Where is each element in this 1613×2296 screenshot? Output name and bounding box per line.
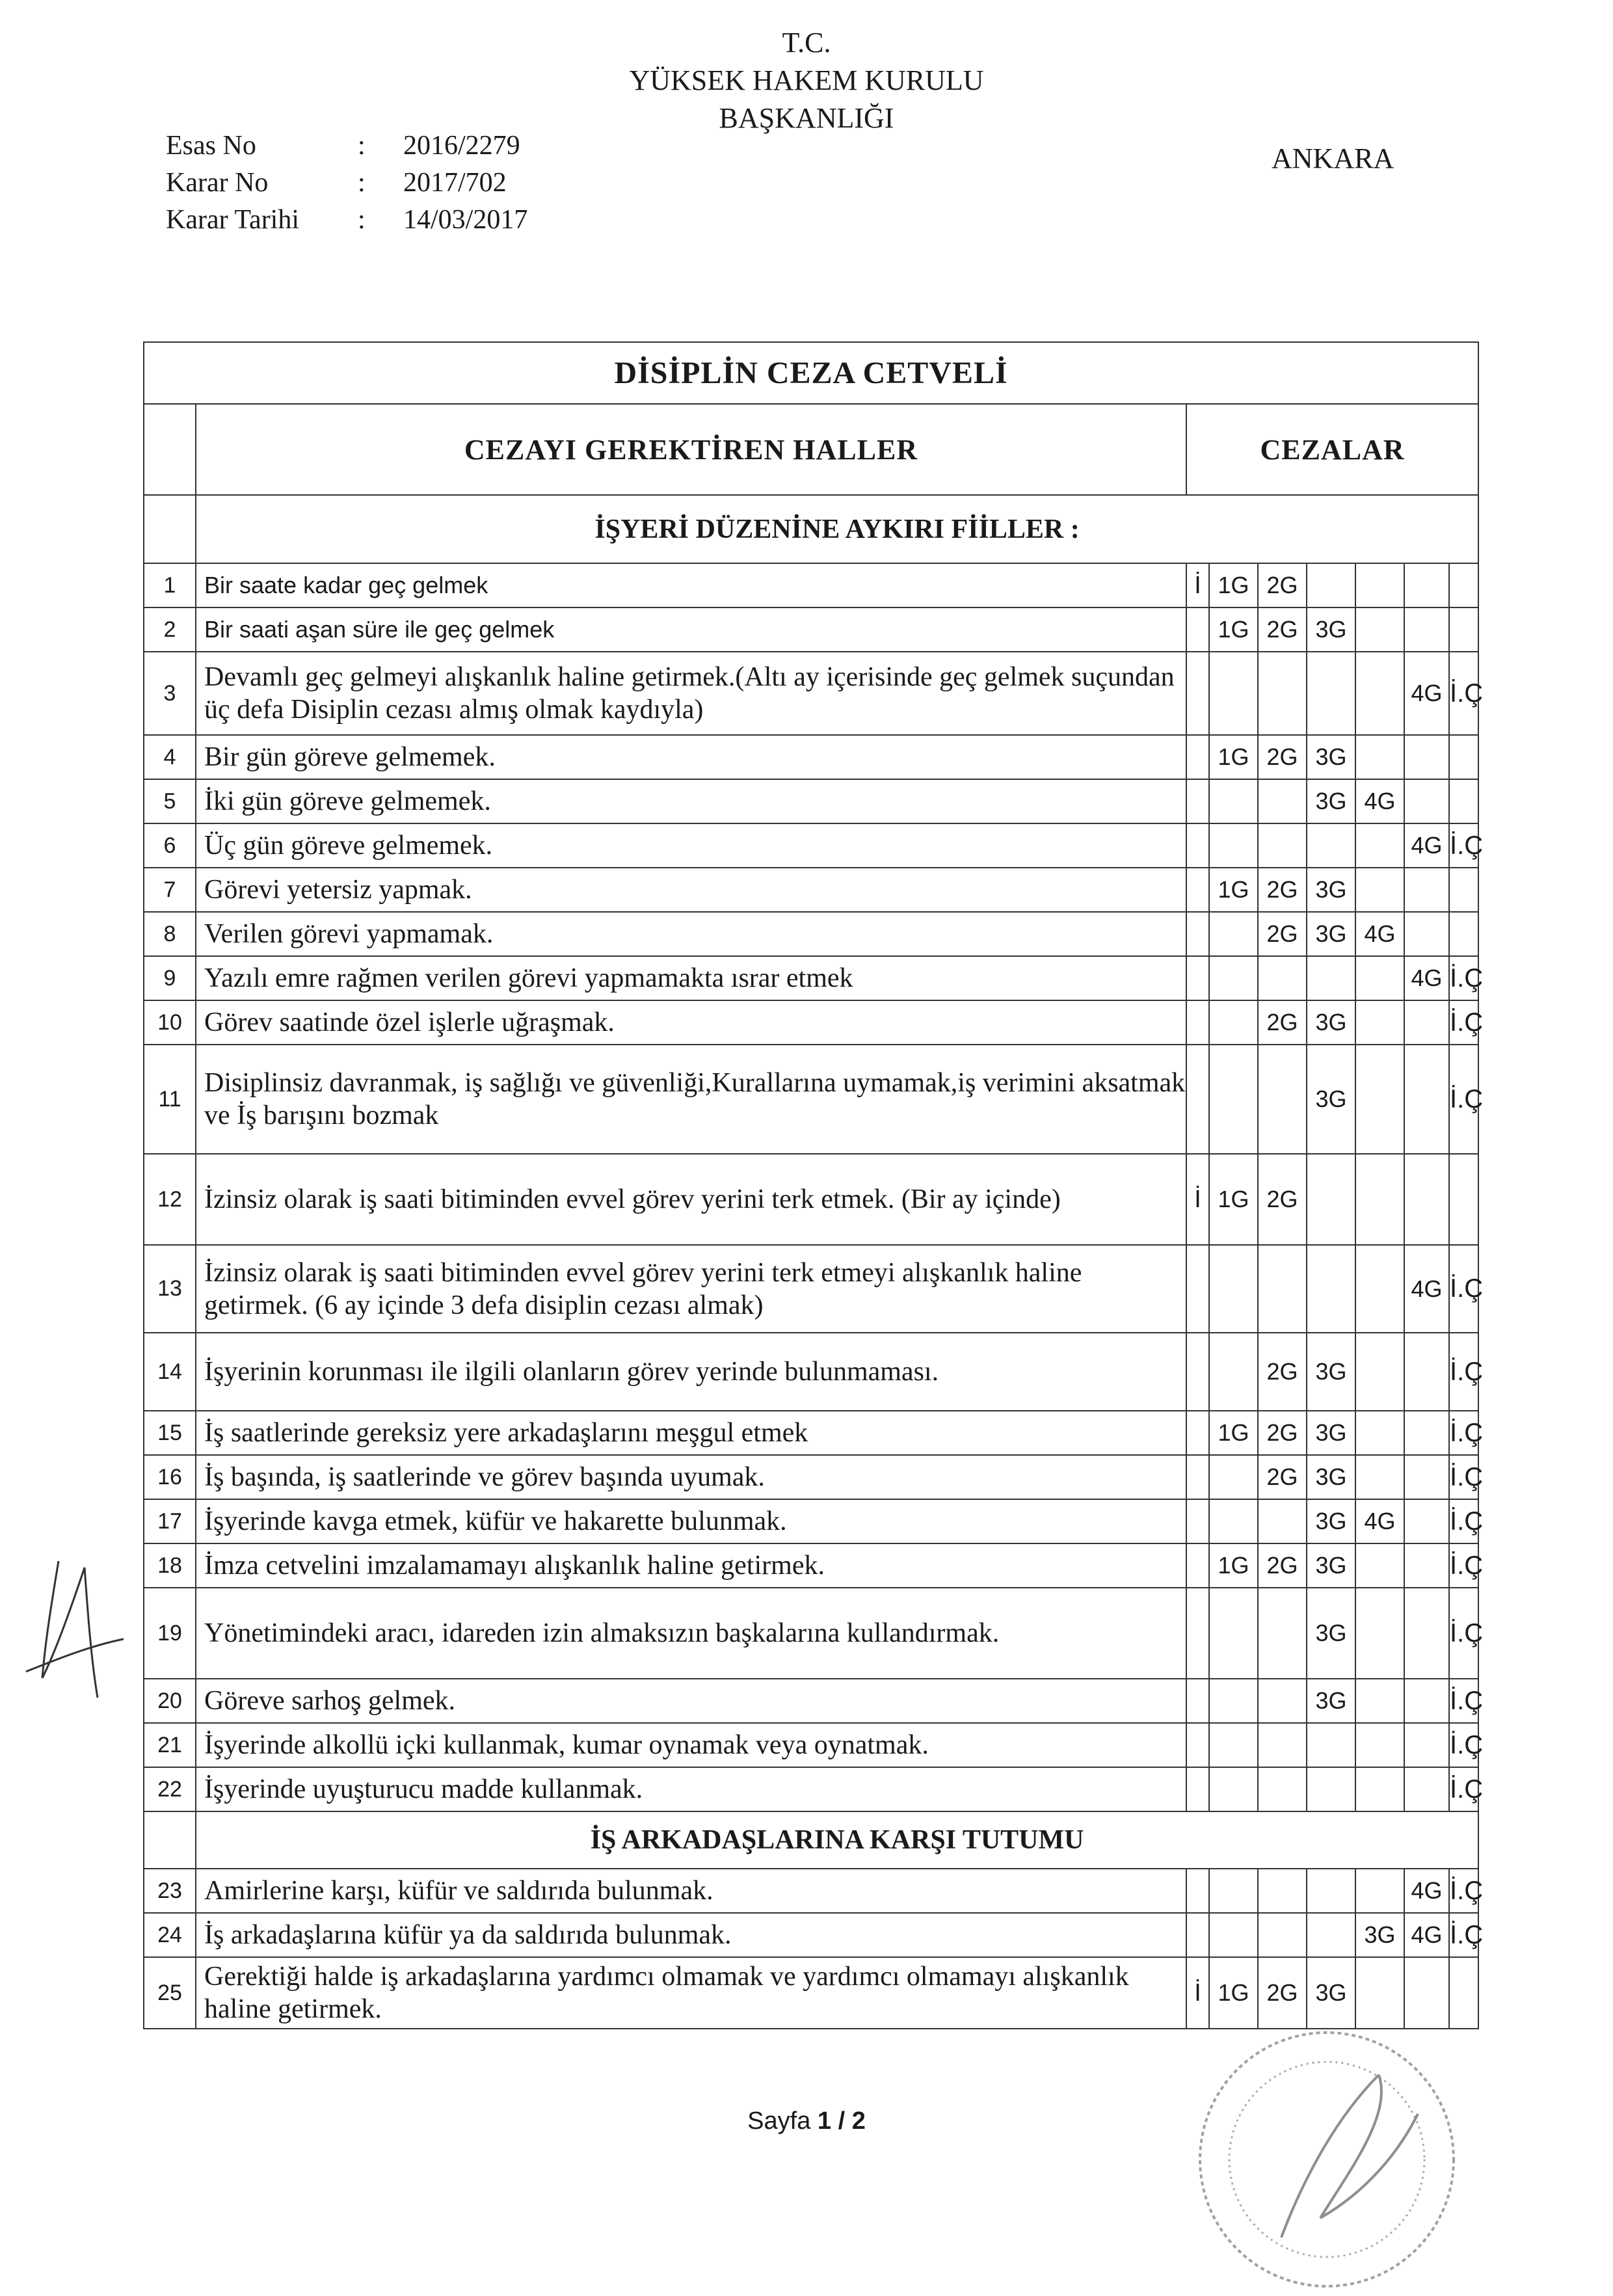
penalty-cell [1186, 912, 1209, 956]
row-description: İş arkadaşlarına küfür ya da saldırıda bulunmak. [196, 1913, 1186, 1957]
penalty-cell [1355, 1588, 1404, 1679]
penalty-cell: İ.Ç [1449, 1588, 1478, 1679]
penalty-cell [1449, 912, 1478, 956]
row-description: Yazılı emre rağmen verilen görevi yapmamakta ısrar etmek [196, 956, 1186, 1000]
penalty-cell: İ.Ç [1449, 823, 1478, 868]
penalty-cell [1258, 1913, 1307, 1957]
penalty-cell [1186, 956, 1209, 1000]
penalty-cell [1258, 956, 1307, 1000]
city: ANKARA [1272, 142, 1394, 174]
row-description: İşyerinde uyuşturucu madde kullanmak. [196, 1767, 1186, 1811]
penalty-cell [1307, 1913, 1355, 1957]
penalty-cell [1449, 607, 1478, 652]
penalty-cell [1209, 956, 1258, 1000]
penalty-cell [1355, 1767, 1404, 1811]
penalty-cell: 3G [1355, 1913, 1404, 1957]
row-description: Bir saate kadar geç gelmek [196, 563, 1186, 607]
penalty-cell: 4G [1404, 1245, 1449, 1333]
penalty-cell [1186, 1767, 1209, 1811]
meta-sep: : [358, 205, 366, 235]
penalty-cell [1258, 1245, 1307, 1333]
penalty-cell: İ.Ç [1449, 1723, 1478, 1767]
penalty-cell: 2G [1258, 563, 1307, 607]
penalty-cell [1209, 1045, 1258, 1154]
penalty-cell [1355, 1543, 1404, 1588]
row-number: 12 [144, 1154, 196, 1245]
table-row [144, 1154, 1478, 1245]
row-number: 18 [144, 1543, 196, 1588]
penalty-cell [1404, 779, 1449, 823]
penalty-cell: İ.Ç [1449, 1000, 1478, 1045]
table-title: DİSİPLİN CEZA CETVELİ [144, 342, 1478, 404]
penalty-cell [1449, 1957, 1478, 2029]
penalty-cell [1307, 823, 1355, 868]
row-number: 22 [144, 1767, 196, 1811]
section-header-row [144, 1811, 1478, 1869]
table-row [144, 607, 1478, 652]
penalty-cell [1209, 1723, 1258, 1767]
penalty-cell [1307, 1154, 1355, 1245]
penalty-cell [1404, 1767, 1449, 1811]
penalty-cell: 4G [1404, 1913, 1449, 1957]
row-number: 2 [144, 607, 196, 652]
penalty-cell [1404, 1333, 1449, 1411]
row-number: 17 [144, 1499, 196, 1543]
penalty-cell: 3G [1307, 1543, 1355, 1588]
row-description: İşyerinin korunması ile ilgili olanların görev yerinde bulunmaması. [196, 1333, 1186, 1411]
penalty-cell [1307, 563, 1355, 607]
row-description: Disiplinsiz davranmak, iş sağlığı ve güvenliği,Kurallarına uymamak,iş verimini aksatmak ve İş barışını bozmak [196, 1045, 1186, 1154]
penalty-cell: İ.Ç [1449, 1679, 1478, 1723]
penalty-cell: 3G [1307, 1588, 1355, 1679]
penalty-cell: İ.Ç [1449, 1869, 1478, 1913]
penalty-cell [1404, 1723, 1449, 1767]
column-header-no [144, 404, 196, 495]
penalty-cell: 3G [1307, 1000, 1355, 1045]
header-tc: T.C. [782, 27, 831, 59]
penalty-cell: 3G [1307, 735, 1355, 779]
penalty-cell: İ [1186, 1957, 1209, 2029]
row-number: 25 [144, 1957, 196, 2029]
penalty-cell [1355, 956, 1404, 1000]
penalty-cell [1209, 1333, 1258, 1411]
table-row [144, 1869, 1478, 1913]
penalty-cell: 2G [1258, 1543, 1307, 1588]
table-row [144, 823, 1478, 868]
penalty-cell [1186, 1588, 1209, 1679]
header-department: BAŞKANLIĞI [719, 102, 894, 134]
penalty-cell: 4G [1404, 823, 1449, 868]
penalty-cell [1449, 735, 1478, 779]
penalty-cell: 3G [1307, 912, 1355, 956]
penalty-cell: İ.Ç [1449, 1499, 1478, 1543]
meta-label: Esas No [166, 131, 256, 161]
section-no-cell [144, 495, 196, 563]
penalty-cell: 4G [1355, 779, 1404, 823]
penalty-cell: 2G [1258, 868, 1307, 912]
table-row [144, 1588, 1478, 1679]
penalty-cell [1307, 652, 1355, 735]
table-row [144, 956, 1478, 1000]
penalty-cell: 2G [1258, 1154, 1307, 1245]
penalty-cell [1186, 1455, 1209, 1499]
penalty-cell: İ [1186, 563, 1209, 607]
penalty-cell: 3G [1307, 868, 1355, 912]
penalty-cell: İ.Ç [1449, 1333, 1478, 1411]
footer-label: Sayfa [747, 2107, 811, 2135]
penalty-cell: 3G [1307, 1455, 1355, 1499]
penalty-cell [1186, 1000, 1209, 1045]
penalty-cell: 3G [1307, 1411, 1355, 1455]
penalty-cell [1404, 1543, 1449, 1588]
penalty-cell: 2G [1258, 1000, 1307, 1045]
table-row [144, 1543, 1478, 1588]
penalty-cell: İ.Ç [1449, 1543, 1478, 1588]
penalty-cell [1186, 1411, 1209, 1455]
table-row [144, 563, 1478, 607]
table-row [144, 1957, 1478, 2029]
row-description: Üç gün göreve gelmemek. [196, 823, 1186, 868]
header-institution: YÜKSEK HAKEM KURULU [629, 64, 984, 96]
penalty-cell: 4G [1355, 1499, 1404, 1543]
penalty-cell: 1G [1209, 1154, 1258, 1245]
penalty-cell [1404, 1588, 1449, 1679]
penalty-cell [1404, 912, 1449, 956]
penalty-cell: 3G [1307, 607, 1355, 652]
penalty-cell: 3G [1307, 1679, 1355, 1723]
penalty-cell: 1G [1209, 735, 1258, 779]
case-meta [166, 130, 527, 241]
penalty-cell [1186, 1045, 1209, 1154]
column-header-penalties: CEZALAR [1186, 404, 1478, 495]
penalty-cell: 2G [1258, 1411, 1307, 1455]
penalty-cell [1355, 1245, 1404, 1333]
penalty-cell [1355, 607, 1404, 652]
row-number: 1 [144, 563, 196, 607]
penalty-cell [1355, 1154, 1404, 1245]
penalty-cell [1307, 1245, 1355, 1333]
penalty-cell [1404, 607, 1449, 652]
row-description: İşyerinde alkollü içki kullanmak, kumar oynamak veya oynatmak. [196, 1723, 1186, 1767]
penalty-cell [1449, 868, 1478, 912]
penalty-cell [1209, 1588, 1258, 1679]
section-no-cell [144, 1811, 196, 1869]
row-description: Gerektiği halde iş arkadaşlarına yardımcı olmamak ve yardımcı olmamayı alışkanlık haline getirmek. [196, 1957, 1186, 2029]
penalty-table-body [144, 342, 1484, 2029]
penalty-cell [1209, 823, 1258, 868]
penalty-cell [1355, 735, 1404, 779]
penalty-cell [1307, 1767, 1355, 1811]
row-description: İş saatlerinde gereksiz yere arkadaşlarını meşgul etmek [196, 1411, 1186, 1455]
penalty-cell [1404, 1455, 1449, 1499]
row-number: 8 [144, 912, 196, 956]
penalty-cell [1404, 735, 1449, 779]
table-row [144, 1767, 1478, 1811]
row-number: 4 [144, 735, 196, 779]
penalty-cell [1258, 1869, 1307, 1913]
row-description: Bir gün göreve gelmemek. [196, 735, 1186, 779]
penalty-cell [1209, 652, 1258, 735]
penalty-cell [1449, 1154, 1478, 1245]
penalty-cell [1307, 956, 1355, 1000]
penalty-cell: 2G [1258, 1455, 1307, 1499]
penalty-cell: 2G [1258, 607, 1307, 652]
penalty-cell: İ.Ç [1449, 652, 1478, 735]
table-row [144, 1045, 1478, 1154]
penalty-cell [1209, 1245, 1258, 1333]
row-number: 13 [144, 1245, 196, 1333]
penalty-cell [1186, 1333, 1209, 1411]
penalty-cell [1186, 1869, 1209, 1913]
penalty-cell [1186, 1499, 1209, 1543]
table-row [144, 735, 1478, 779]
penalty-cell: İ.Ç [1449, 1045, 1478, 1154]
penalty-cell [1449, 779, 1478, 823]
penalty-cell: İ.Ç [1449, 1455, 1478, 1499]
meta-label: Karar Tarihi [166, 205, 300, 235]
row-description: Görev saatinde özel işlerle uğraşmak. [196, 1000, 1186, 1045]
penalty-cell: 3G [1307, 1957, 1355, 2029]
penalty-cell [1209, 779, 1258, 823]
section-colleague-conduct: İŞ ARKADAŞLARINA KARŞI TUTUMU [196, 1811, 1478, 1869]
penalty-cell: 4G [1404, 1869, 1449, 1913]
table-row [144, 912, 1478, 956]
row-description: İş başında, iş saatlerinde ve görev başında uyumak. [196, 1455, 1186, 1499]
row-description: İmza cetvelini imzalamamayı alışkanlık haline getirmek. [196, 1543, 1186, 1588]
row-description: Verilen görevi yapmamak. [196, 912, 1186, 956]
row-description: Devamlı geç gelmeyi alışkanlık haline getirmek.(Altı ay içerisinde geç gelmek suçundan üç defa Disiplin cezası almış olmak kaydıyla) [196, 652, 1186, 735]
penalty-cell [1355, 1869, 1404, 1913]
column-header-row [144, 404, 1478, 495]
table-row [144, 868, 1478, 912]
table-title-row [144, 342, 1478, 404]
penalty-cell [1355, 1679, 1404, 1723]
penalty-cell: 2G [1258, 1333, 1307, 1411]
penalty-cell [1404, 1045, 1449, 1154]
row-number: 10 [144, 1000, 196, 1045]
penalty-cell: 4G [1404, 956, 1449, 1000]
row-number: 5 [144, 779, 196, 823]
table-row [144, 1333, 1478, 1411]
penalty-cell [1355, 1455, 1404, 1499]
meta-row [166, 167, 527, 204]
penalty-cell [1186, 1913, 1209, 1957]
penalty-cell [1258, 1499, 1307, 1543]
penalty-cell [1186, 1679, 1209, 1723]
meta-row [166, 130, 527, 167]
penalty-cell [1307, 1869, 1355, 1913]
penalty-cell: 2G [1258, 912, 1307, 956]
penalty-cell [1404, 1957, 1449, 2029]
penalty-cell [1449, 563, 1478, 607]
penalty-cell [1186, 1723, 1209, 1767]
penalty-cell [1209, 1767, 1258, 1811]
row-description: İzinsiz olarak iş saati bitiminden evvel görev yerini terk etmeyi alışkanlık haline getirmek. (6 ay içinde 3 defa disiplin cezası almak) [196, 1245, 1186, 1333]
column-header-description: CEZAYI GEREKTİREN HALLER [196, 404, 1186, 495]
penalty-cell [1186, 1543, 1209, 1588]
table-row [144, 1723, 1478, 1767]
row-number: 9 [144, 956, 196, 1000]
penalty-cell: İ.Ç [1449, 1767, 1478, 1811]
penalty-cell [1404, 1000, 1449, 1045]
penalty-cell [1209, 1000, 1258, 1045]
meta-row [166, 204, 527, 241]
row-description: İşyerinde kavga etmek, küfür ve hakarette bulunmak. [196, 1499, 1186, 1543]
row-description: Amirlerine karşı, küfür ve saldırıda bulunmak. [196, 1869, 1186, 1913]
penalty-cell [1404, 563, 1449, 607]
meta-sep: : [358, 131, 366, 161]
table-row [144, 1913, 1478, 1957]
penalty-cell [1258, 1045, 1307, 1154]
table-row [144, 1245, 1478, 1333]
penalty-cell [1355, 652, 1404, 735]
row-description: Bir saati aşan süre ile geç gelmek [196, 607, 1186, 652]
penalty-cell [1258, 823, 1307, 868]
penalty-cell [1307, 1723, 1355, 1767]
section-header-row [144, 495, 1478, 563]
penalty-cell [1186, 735, 1209, 779]
penalty-cell [1404, 1411, 1449, 1455]
penalty-cell [1186, 779, 1209, 823]
row-description: Görevi yetersiz yapmak. [196, 868, 1186, 912]
penalty-cell [1355, 1957, 1404, 2029]
penalty-cell [1355, 1723, 1404, 1767]
penalty-cell [1209, 1455, 1258, 1499]
penalty-cell [1355, 1411, 1404, 1455]
penalty-cell: 1G [1209, 1543, 1258, 1588]
penalty-cell: İ.Ç [1449, 1913, 1478, 1957]
penalty-cell [1355, 823, 1404, 868]
row-description: Göreve sarhoş gelmek. [196, 1679, 1186, 1723]
margin-signature [20, 1548, 130, 1743]
penalty-cell [1186, 1245, 1209, 1333]
penalty-cell: İ.Ç [1449, 1411, 1478, 1455]
penalty-cell: 3G [1307, 1333, 1355, 1411]
penalty-cell [1258, 779, 1307, 823]
penalty-cell: 1G [1209, 607, 1258, 652]
section-workplace-order: İŞYERİ DÜZENİNE AYKIRI FİİLLER : [196, 495, 1478, 563]
penalty-cell: İ.Ç [1449, 1245, 1478, 1333]
penalty-cell [1186, 652, 1209, 735]
meta-value: 2017/702 [403, 168, 507, 198]
penalty-cell [1209, 1499, 1258, 1543]
row-description: Yönetimindeki aracı, idareden izin almaksızın başkalarına kullandırmak. [196, 1588, 1186, 1679]
penalty-cell: 1G [1209, 1411, 1258, 1455]
penalty-cell [1258, 1723, 1307, 1767]
row-number: 6 [144, 823, 196, 868]
penalty-cell [1404, 1499, 1449, 1543]
penalty-cell [1258, 1588, 1307, 1679]
penalty-cell [1355, 563, 1404, 607]
penalty-cell [1186, 868, 1209, 912]
penalty-cell: 4G [1355, 912, 1404, 956]
penalty-cell [1258, 1767, 1307, 1811]
penalty-cell: 2G [1258, 1957, 1307, 2029]
meta-value: 14/03/2017 [403, 205, 528, 235]
penalty-cell: 3G [1307, 1045, 1355, 1154]
table-row [144, 1455, 1478, 1499]
table-row [144, 652, 1478, 735]
penalty-cell [1404, 868, 1449, 912]
row-number: 23 [144, 1869, 196, 1913]
penalty-cell [1258, 1679, 1307, 1723]
penalty-cell: 3G [1307, 1499, 1355, 1543]
meta-value: 2016/2279 [403, 131, 520, 161]
penalty-cell [1355, 1000, 1404, 1045]
penalty-cell [1209, 1913, 1258, 1957]
meta-label: Karar No [166, 168, 269, 198]
penalty-cell [1209, 1869, 1258, 1913]
row-number: 7 [144, 868, 196, 912]
penalty-cell [1404, 1679, 1449, 1723]
row-number: 24 [144, 1913, 196, 1957]
penalty-cell [1209, 912, 1258, 956]
penalty-cell [1186, 823, 1209, 868]
row-description: İki gün göreve gelmemek. [196, 779, 1186, 823]
row-number: 19 [144, 1588, 196, 1679]
official-stamp [1184, 2023, 1470, 2296]
penalty-cell [1355, 1045, 1404, 1154]
penalty-cell: İ [1186, 1154, 1209, 1245]
penalty-cell: 3G [1307, 779, 1355, 823]
meta-sep: : [358, 168, 366, 198]
row-number: 11 [144, 1045, 196, 1154]
table-row [144, 1000, 1478, 1045]
penalty-cell [1258, 652, 1307, 735]
table-row [144, 1411, 1478, 1455]
row-number: 20 [144, 1679, 196, 1723]
penalty-cell: 1G [1209, 868, 1258, 912]
penalty-cell [1355, 1333, 1404, 1411]
penalty-cell: 1G [1209, 563, 1258, 607]
table-row [144, 1499, 1478, 1543]
row-number: 14 [144, 1333, 196, 1411]
row-number: 15 [144, 1411, 196, 1455]
penalty-cell [1404, 1154, 1449, 1245]
table-row [144, 1679, 1478, 1723]
penalty-cell [1186, 607, 1209, 652]
penalty-cell: 2G [1258, 735, 1307, 779]
row-description: İzinsiz olarak iş saati bitiminden evvel görev yerini terk etmek. (Bir ay içinde) [196, 1154, 1186, 1245]
penalty-cell [1209, 1679, 1258, 1723]
penalty-table [143, 341, 1484, 2029]
footer-page-number: 1 / 2 [817, 2107, 866, 2135]
penalty-cell [1355, 868, 1404, 912]
row-number: 21 [144, 1723, 196, 1767]
penalty-cell: 4G [1404, 652, 1449, 735]
penalty-cell: İ.Ç [1449, 956, 1478, 1000]
table-row [144, 779, 1478, 823]
row-number: 3 [144, 652, 196, 735]
penalty-cell: 1G [1209, 1957, 1258, 2029]
row-number: 16 [144, 1455, 196, 1499]
